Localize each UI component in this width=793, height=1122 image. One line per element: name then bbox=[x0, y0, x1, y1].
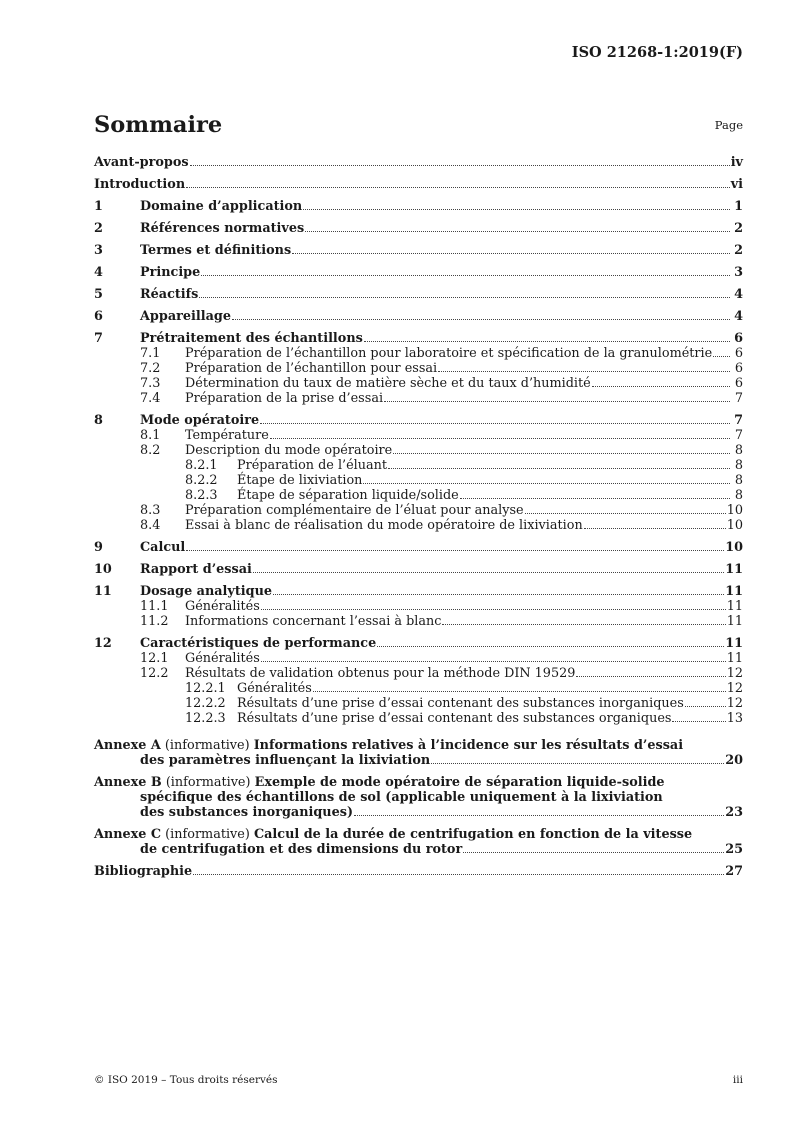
annex-title: des paramètres influençant la lixiviation bbox=[140, 753, 431, 768]
toc-entry-number: 8 bbox=[94, 413, 103, 428]
annex-line bbox=[94, 753, 743, 768]
footer-page-number: iii bbox=[732, 1074, 743, 1086]
dot-leader bbox=[273, 594, 724, 595]
toc-entry-page: 12 bbox=[726, 681, 743, 696]
toc-entry[interactable] bbox=[94, 473, 743, 488]
toc-entry-label: Résultats d’une prise d’essai contenant des substances organiques bbox=[237, 711, 672, 726]
toc-entry-number: 2 bbox=[94, 221, 103, 236]
dot-leader bbox=[270, 438, 730, 439]
toc-entry-number: 11.2 bbox=[140, 614, 169, 629]
footer-copyright: © ISO 2019 – Tous droits réservés bbox=[94, 1074, 278, 1086]
dot-leader bbox=[363, 483, 730, 484]
dot-leader bbox=[384, 401, 730, 402]
toc-entry[interactable] bbox=[94, 503, 743, 518]
toc-entry[interactable] bbox=[94, 614, 743, 629]
annex-entry[interactable] bbox=[94, 827, 743, 857]
dot-leader bbox=[713, 356, 730, 357]
dot-leader bbox=[261, 609, 726, 610]
toc-entry-label: Avant-propos bbox=[94, 155, 189, 170]
toc-entry-page: 2 bbox=[734, 243, 743, 258]
toc-entry[interactable] bbox=[94, 376, 743, 391]
dot-leader bbox=[393, 453, 730, 454]
annex-page: 20 bbox=[725, 753, 743, 768]
toc-entry-number: 12 bbox=[94, 636, 112, 651]
toc-entry-page: 10 bbox=[726, 518, 743, 533]
toc-entry-number: 3 bbox=[94, 243, 103, 258]
toc-entry-label: Étape de séparation liquide/solide bbox=[237, 488, 459, 503]
annex-name: Annexe A bbox=[94, 738, 161, 753]
toc-entry-label: Prétraitement des échantillons bbox=[140, 331, 363, 346]
annex-page: 25 bbox=[725, 842, 743, 857]
toc-entry-page: vi bbox=[730, 177, 743, 192]
toc-entry[interactable] bbox=[94, 413, 743, 428]
annex-line bbox=[94, 775, 743, 790]
dot-leader bbox=[313, 691, 726, 692]
toc-entry[interactable] bbox=[94, 599, 743, 614]
toc-entry-page: 12 bbox=[726, 666, 743, 681]
toc-entry[interactable] bbox=[94, 562, 743, 577]
toc-entry[interactable] bbox=[94, 458, 743, 473]
page-title: Sommaire bbox=[94, 112, 223, 138]
toc-entry-number: 12.2.2 bbox=[185, 696, 226, 711]
toc-entry-number: 12.2 bbox=[140, 666, 169, 681]
annex-title: Informations relatives à l’incidence sur les résultats d’essai bbox=[253, 738, 684, 753]
dot-leader bbox=[442, 624, 725, 625]
dot-leader bbox=[232, 319, 730, 320]
toc-entry-page: 1 bbox=[734, 199, 743, 214]
toc-entry-page: 11 bbox=[725, 562, 743, 577]
dot-leader bbox=[685, 706, 726, 707]
toc-entry[interactable] bbox=[94, 443, 743, 458]
toc-entry-number: 8.2 bbox=[140, 443, 161, 458]
dot-leader bbox=[592, 386, 730, 387]
toc-entry-page: 8 bbox=[734, 458, 743, 473]
annex-name: Annexe C bbox=[94, 827, 162, 842]
toc-entry-number: 10 bbox=[94, 562, 112, 577]
toc-entry-label: Résultats de validation obtenus pour la méthode DIN 19529 bbox=[185, 666, 576, 681]
toc-entry-label: Préparation de la prise d’essai bbox=[185, 391, 384, 406]
toc-entry-number: 7.3 bbox=[140, 376, 161, 391]
toc-entry[interactable] bbox=[94, 309, 743, 324]
toc-entry-number: 1 bbox=[94, 199, 103, 214]
toc-entry-number: 8.2.3 bbox=[185, 488, 218, 503]
annex-line bbox=[94, 790, 743, 805]
toc-entry[interactable] bbox=[94, 681, 743, 696]
toc-entry[interactable] bbox=[94, 584, 743, 599]
toc-entry[interactable] bbox=[94, 488, 743, 503]
toc-entry[interactable] bbox=[94, 199, 743, 214]
toc-entry-label: Généralités bbox=[185, 599, 260, 614]
annex-title: des substances inorganiques) bbox=[140, 805, 354, 820]
annex-page: 23 bbox=[725, 805, 743, 820]
dot-leader bbox=[305, 231, 730, 232]
dot-leader bbox=[261, 661, 726, 662]
toc-entry-label: Appareillage bbox=[140, 309, 231, 324]
toc-entry[interactable] bbox=[94, 346, 743, 361]
dot-leader bbox=[354, 815, 724, 816]
toc-entry[interactable] bbox=[94, 428, 743, 443]
toc-entry-page: 13 bbox=[726, 711, 743, 726]
dot-leader bbox=[253, 572, 724, 573]
toc-entry-page: 10 bbox=[725, 540, 743, 555]
toc-entry[interactable] bbox=[94, 243, 743, 258]
toc-entry[interactable] bbox=[94, 331, 743, 346]
toc-entry-page: 7 bbox=[734, 413, 743, 428]
toc-entry-label: Réactifs bbox=[140, 287, 199, 302]
toc-entry-label: Détermination du taux de matière sèche et du taux d’humidité bbox=[185, 376, 591, 391]
toc-entry-page: 6 bbox=[734, 361, 743, 376]
dot-leader bbox=[186, 550, 724, 551]
toc-entry-label: Mode opératoire bbox=[140, 413, 260, 428]
toc-entry-label: Étape de lixiviation bbox=[237, 473, 363, 488]
toc-entry-page: 8 bbox=[734, 488, 743, 503]
toc-entry-page: 12 bbox=[726, 696, 743, 711]
toc-entry-page: 11 bbox=[726, 614, 743, 629]
toc-entry-page: 4 bbox=[734, 287, 743, 302]
toc-entry-number: 12.2.1 bbox=[185, 681, 226, 696]
toc-entry-number: 5 bbox=[94, 287, 103, 302]
document-id: ISO 21268-1:2019(F) bbox=[571, 44, 743, 61]
annex-line bbox=[94, 827, 743, 842]
toc-entry[interactable] bbox=[94, 391, 743, 406]
toc-entry-page: 6 bbox=[734, 376, 743, 391]
toc-entry-number: 7.4 bbox=[140, 391, 161, 406]
toc-entry[interactable] bbox=[94, 155, 743, 170]
dot-leader bbox=[303, 209, 730, 210]
toc-entry-number: 7.2 bbox=[140, 361, 161, 376]
toc-entry-label: Dosage analytique bbox=[140, 584, 273, 599]
toc-entry-label: Références normatives bbox=[140, 221, 305, 236]
toc-entry[interactable] bbox=[94, 711, 743, 726]
toc-entry-page: 11 bbox=[725, 584, 743, 599]
annex-name: Annexe B bbox=[94, 775, 162, 790]
toc-entry-number: 4 bbox=[94, 265, 103, 280]
annex-title: Exemple de mode opératoire de séparation liquide-solide bbox=[254, 775, 665, 790]
dot-leader bbox=[186, 187, 730, 188]
dot-leader bbox=[377, 646, 724, 647]
dot-leader bbox=[260, 423, 730, 424]
bibliography-entry[interactable] bbox=[94, 864, 743, 879]
bibliography-label: Bibliographie bbox=[94, 864, 193, 879]
toc-entry-label: Introduction bbox=[94, 177, 186, 192]
toc-entry-label: Informations concernant l’essai à blanc bbox=[185, 614, 442, 629]
annex-line bbox=[94, 842, 743, 857]
dot-leader bbox=[292, 253, 730, 254]
toc-entry-number: 12.2.3 bbox=[185, 711, 226, 726]
toc-entry-number: 11.1 bbox=[140, 599, 169, 614]
table-of-contents bbox=[94, 155, 743, 879]
toc-entry-label: Préparation de l’échantillon pour essai bbox=[185, 361, 438, 376]
toc-entry-number: 7 bbox=[94, 331, 103, 346]
toc-entry[interactable] bbox=[94, 636, 743, 651]
toc-entry[interactable] bbox=[94, 221, 743, 236]
toc-entry-page: 8 bbox=[734, 443, 743, 458]
dot-leader bbox=[388, 468, 730, 469]
toc-entry-number: 12.1 bbox=[140, 651, 169, 666]
annex-type: (informative) bbox=[165, 827, 250, 842]
toc-entry[interactable] bbox=[94, 361, 743, 376]
dot-leader bbox=[460, 498, 730, 499]
toc-entry[interactable] bbox=[94, 177, 743, 192]
dot-leader bbox=[199, 297, 730, 298]
toc-entry-page: 4 bbox=[734, 309, 743, 324]
toc-entry-page: 8 bbox=[734, 473, 743, 488]
dot-leader bbox=[193, 874, 724, 875]
toc-entry-label: Calcul bbox=[140, 540, 186, 555]
toc-entry-label: Description du mode opératoire bbox=[185, 443, 393, 458]
toc-entry-page: 3 bbox=[734, 265, 743, 280]
bibliography-page: 27 bbox=[725, 864, 743, 879]
toc-entry-page: 6 bbox=[734, 346, 743, 361]
toc-entry[interactable] bbox=[94, 265, 743, 280]
dot-leader bbox=[576, 676, 725, 677]
toc-entry-number: 8.2.1 bbox=[185, 458, 218, 473]
toc-entry-number: 6 bbox=[94, 309, 103, 324]
toc-entry-page: 11 bbox=[726, 599, 743, 614]
toc-entry-label: Préparation complémentaire de l’éluat pour analyse bbox=[185, 503, 524, 518]
toc-entry-number: 9 bbox=[94, 540, 103, 555]
toc-entry-number: 8.1 bbox=[140, 428, 161, 443]
dot-leader bbox=[190, 165, 730, 166]
toc-entry[interactable] bbox=[94, 518, 743, 533]
toc-entry-number: 7.1 bbox=[140, 346, 161, 361]
annex-entry[interactable] bbox=[94, 738, 743, 768]
toc-entry-number: 8.3 bbox=[140, 503, 161, 518]
toc-entry-page: iv bbox=[730, 155, 743, 170]
toc-entry-page: 2 bbox=[734, 221, 743, 236]
toc-entry-number: 8.4 bbox=[140, 518, 161, 533]
toc-entry-label: Termes et définitions bbox=[140, 243, 292, 258]
toc-entry[interactable] bbox=[94, 666, 743, 681]
toc-entry-label: Généralités bbox=[185, 651, 260, 666]
annex-title: spécifique des échantillons de sol (applicable uniquement à la lixiviation bbox=[140, 790, 663, 805]
annex-type: (informative) bbox=[164, 738, 250, 753]
toc-entry-label: Généralités bbox=[237, 681, 312, 696]
toc-entry-page: 6 bbox=[734, 331, 743, 346]
toc-entry-label: Préparation de l’échantillon pour laboratoire et spécification de la granulométrie bbox=[185, 346, 713, 361]
toc-entry-number: 11 bbox=[94, 584, 112, 599]
toc-entry[interactable] bbox=[94, 287, 743, 302]
toc-entry[interactable] bbox=[94, 651, 743, 666]
dot-leader bbox=[525, 513, 726, 514]
dot-leader bbox=[584, 528, 726, 529]
annex-type: (informative) bbox=[165, 775, 251, 790]
annex-line bbox=[94, 805, 743, 820]
annex-title: de centrifugation et des dimensions du rotor bbox=[140, 842, 463, 857]
toc-entry-page: 7 bbox=[734, 428, 743, 443]
toc-entry-label: Résultats d’une prise d’essai contenant des substances inorganiques bbox=[237, 696, 684, 711]
toc-entry-page: 11 bbox=[725, 636, 743, 651]
toc-entry-label: Caractéristiques de performance bbox=[140, 636, 377, 651]
toc-entry-number: 8.2.2 bbox=[185, 473, 218, 488]
annex-line bbox=[94, 738, 743, 753]
dot-leader bbox=[463, 852, 724, 853]
toc-entry-label: Domaine d’application bbox=[140, 199, 303, 214]
toc-entry-label: Essai à blanc de réalisation du mode opératoire de lixiviation bbox=[185, 518, 583, 533]
toc-entry-label: Préparation de l’éluant bbox=[237, 458, 388, 473]
toc-entry-page: 10 bbox=[726, 503, 743, 518]
dot-leader bbox=[431, 763, 724, 764]
dot-leader bbox=[364, 341, 730, 342]
toc-entry[interactable] bbox=[94, 696, 743, 711]
annex-entry[interactable] bbox=[94, 775, 743, 820]
page-column-label: Page bbox=[714, 118, 743, 132]
dot-leader bbox=[438, 371, 730, 372]
toc-entry-label: Température bbox=[185, 428, 269, 443]
toc-entry[interactable] bbox=[94, 540, 743, 555]
dot-leader bbox=[672, 721, 725, 722]
annex-title: Calcul de la durée de centrifugation en fonction de la vitesse bbox=[253, 827, 693, 842]
toc-entry-page: 7 bbox=[734, 391, 743, 406]
toc-entry-label: Principe bbox=[140, 265, 201, 280]
toc-entry-label: Rapport d’essai bbox=[140, 562, 252, 577]
dot-leader bbox=[201, 275, 730, 276]
toc-entry-page: 11 bbox=[726, 651, 743, 666]
